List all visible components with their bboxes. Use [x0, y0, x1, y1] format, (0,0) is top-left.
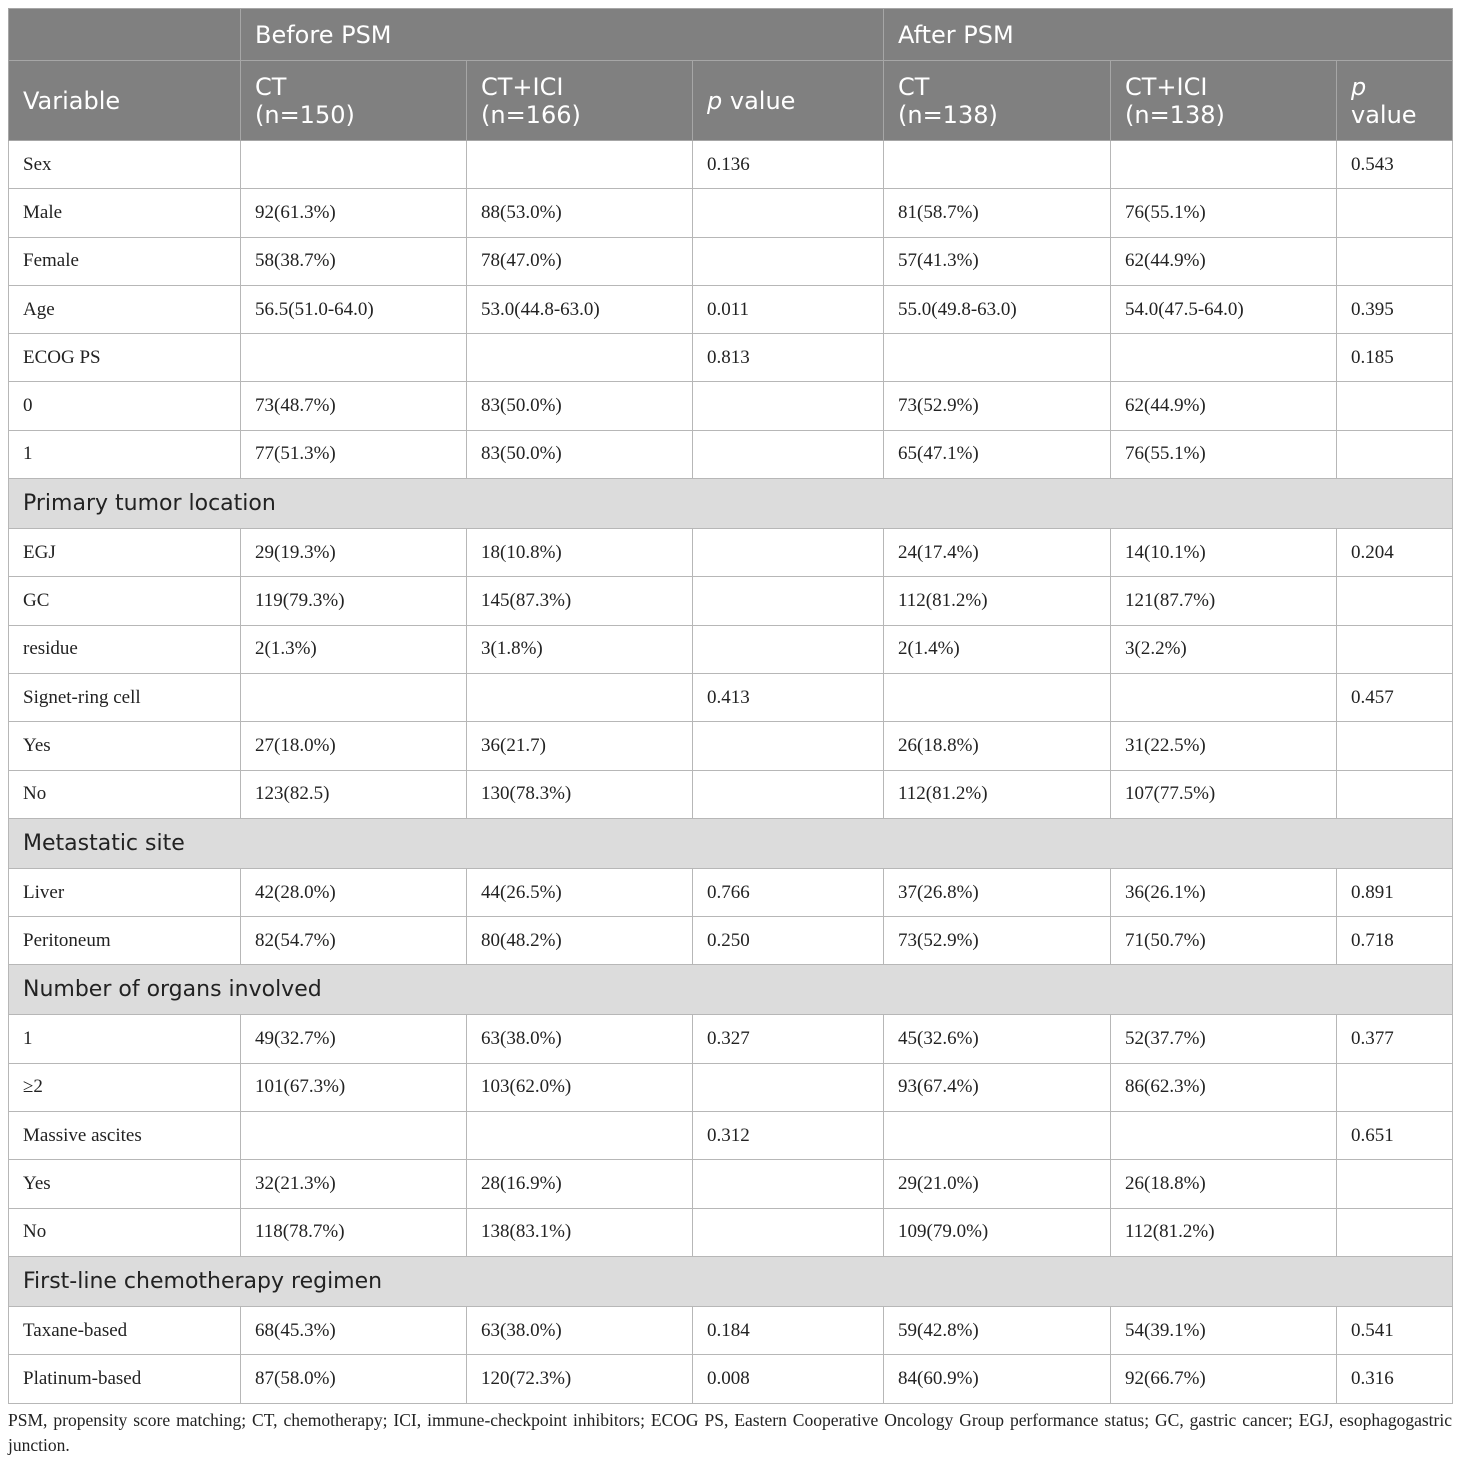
- variable-cell: Massive ascites: [9, 1112, 241, 1160]
- value-cell: [693, 625, 884, 673]
- value-cell: 44(26.5%): [467, 868, 693, 916]
- variable-cell: 1: [9, 1015, 241, 1063]
- table-row: [9, 770, 1453, 818]
- variable-cell: 0: [9, 382, 241, 430]
- value-cell: 0.766: [693, 868, 884, 916]
- value-cell: 77(51.3%): [241, 430, 467, 478]
- after-psm-header: After PSM: [884, 9, 1453, 61]
- value-cell: 92(61.3%): [241, 189, 467, 237]
- header-line: CT+ICI: [481, 72, 564, 101]
- table-row: [9, 285, 1453, 333]
- header-empty-cell: [9, 9, 241, 61]
- value-cell: 92(66.7%): [1111, 1355, 1337, 1403]
- value-cell: 73(52.9%): [884, 382, 1111, 430]
- value-cell: 112(81.2%): [884, 577, 1111, 625]
- value-cell: 83(50.0%): [467, 430, 693, 478]
- value-cell: 68(45.3%): [241, 1306, 467, 1354]
- value-cell: 29(21.0%): [884, 1160, 1111, 1208]
- variable-cell: Peritoneum: [9, 917, 241, 965]
- value-cell: 0.813: [693, 334, 884, 382]
- table-row: [9, 382, 1453, 430]
- value-cell: 36(21.7): [467, 722, 693, 770]
- value-cell: 0.184: [693, 1306, 884, 1354]
- value-cell: 88(53.0%): [467, 189, 693, 237]
- value-cell: [467, 673, 693, 721]
- variable-cell: Sex: [9, 141, 241, 189]
- table-row: [9, 529, 1453, 577]
- value-cell: 112(81.2%): [884, 770, 1111, 818]
- table-row: [9, 189, 1453, 237]
- table-row: [9, 577, 1453, 625]
- value-cell: 28(16.9%): [467, 1160, 693, 1208]
- value-cell: [693, 1208, 884, 1256]
- value-cell: 27(18.0%): [241, 722, 467, 770]
- value-cell: 0.327: [693, 1015, 884, 1063]
- p-italic: p: [1351, 72, 1367, 101]
- variable-cell: residue: [9, 625, 241, 673]
- value-cell: 55.0(49.8-63.0): [884, 285, 1111, 333]
- value-cell: [1337, 237, 1453, 285]
- value-cell: 63(38.0%): [467, 1306, 693, 1354]
- value-cell: 31(22.5%): [1111, 722, 1337, 770]
- variable-cell: Taxane-based: [9, 1306, 241, 1354]
- value-cell: [241, 673, 467, 721]
- value-cell: 2(1.3%): [241, 625, 467, 673]
- after-ct-header: [884, 61, 1111, 141]
- table-body: [9, 141, 1453, 1404]
- value-cell: 103(62.0%): [467, 1063, 693, 1111]
- header-line: CT: [255, 72, 287, 101]
- table-header: [9, 9, 1453, 141]
- value-cell: 0.204: [1337, 529, 1453, 577]
- value-cell: 29(19.3%): [241, 529, 467, 577]
- section-label: Metastatic site: [9, 818, 1453, 868]
- value-cell: 81(58.7%): [884, 189, 1111, 237]
- table-footnote: PSM, propensity score matching; CT, chemotherapy; ICI, immune-checkpoint inhibitors; ECOG PS, Eastern Cooperative Oncology Group performance status; GC, gastric cancer; EGJ, esophagogastric junction.: [8, 1410, 1452, 1455]
- after-ct-ici-header: [1111, 61, 1337, 141]
- value-cell: 0.457: [1337, 673, 1453, 721]
- value-cell: 63(38.0%): [467, 1015, 693, 1063]
- variable-cell: Yes: [9, 1160, 241, 1208]
- value-cell: 32(21.3%): [241, 1160, 467, 1208]
- value-cell: [1337, 1208, 1453, 1256]
- variable-cell: Female: [9, 237, 241, 285]
- value-cell: [884, 334, 1111, 382]
- value-cell: [1337, 382, 1453, 430]
- value-cell: [1337, 1063, 1453, 1111]
- value-cell: 82(54.7%): [241, 917, 467, 965]
- value-cell: [1111, 1112, 1337, 1160]
- table-row: [9, 237, 1453, 285]
- variable-cell: Age: [9, 285, 241, 333]
- table-row: [9, 1160, 1453, 1208]
- p-italic: p: [707, 86, 723, 115]
- table-row: [9, 917, 1453, 965]
- value-cell: 53.0(44.8-63.0): [467, 285, 693, 333]
- value-cell: [1111, 141, 1337, 189]
- value-cell: 57(41.3%): [884, 237, 1111, 285]
- value-cell: 56.5(51.0-64.0): [241, 285, 467, 333]
- value-cell: [693, 237, 884, 285]
- value-cell: [1337, 1160, 1453, 1208]
- table-row: [9, 430, 1453, 478]
- table-row: [9, 673, 1453, 721]
- value-cell: [693, 529, 884, 577]
- variable-header: Variable: [9, 61, 241, 141]
- value-cell: 109(79.0%): [884, 1208, 1111, 1256]
- value-cell: [693, 430, 884, 478]
- section-label: Number of organs involved: [9, 965, 1453, 1015]
- section-label: First-line chemotherapy regimen: [9, 1256, 1453, 1306]
- value-cell: 52(37.7%): [1111, 1015, 1337, 1063]
- section-header-row: [9, 479, 1453, 529]
- table-row: [9, 1355, 1453, 1403]
- value-cell: [241, 334, 467, 382]
- value-cell: [1337, 625, 1453, 673]
- table-row: [9, 334, 1453, 382]
- value-cell: 59(42.8%): [884, 1306, 1111, 1354]
- table-row: [9, 1306, 1453, 1354]
- before-psm-header: Before PSM: [241, 9, 884, 61]
- table-container: [8, 8, 1452, 1404]
- value-cell: 83(50.0%): [467, 382, 693, 430]
- value-cell: 3(1.8%): [467, 625, 693, 673]
- value-cell: [467, 1112, 693, 1160]
- value-cell: 0.651: [1337, 1112, 1453, 1160]
- value-cell: 37(26.8%): [884, 868, 1111, 916]
- value-cell: 0.891: [1337, 868, 1453, 916]
- value-cell: 54.0(47.5-64.0): [1111, 285, 1337, 333]
- p-value-word: value: [1351, 100, 1417, 129]
- value-cell: 0.395: [1337, 285, 1453, 333]
- value-cell: 54(39.1%): [1111, 1306, 1337, 1354]
- value-cell: 120(72.3%): [467, 1355, 693, 1403]
- p-value-word: value: [729, 86, 796, 115]
- section-label: Primary tumor location: [9, 479, 1453, 529]
- variable-cell: ≥2: [9, 1063, 241, 1111]
- value-cell: 49(32.7%): [241, 1015, 467, 1063]
- column-header-row: [9, 61, 1453, 141]
- value-cell: 0.718: [1337, 917, 1453, 965]
- table-row: [9, 1112, 1453, 1160]
- baseline-characteristics-table: [8, 8, 1453, 1404]
- value-cell: 0.316: [1337, 1355, 1453, 1403]
- after-p-value-header: [1337, 61, 1453, 141]
- value-cell: 26(18.8%): [884, 722, 1111, 770]
- group-header-row: [9, 9, 1453, 61]
- table-row: [9, 1208, 1453, 1256]
- value-cell: 0.185: [1337, 334, 1453, 382]
- value-cell: [241, 1112, 467, 1160]
- header-line: (n=150): [255, 100, 355, 129]
- value-cell: [884, 141, 1111, 189]
- value-cell: 18(10.8%): [467, 529, 693, 577]
- value-cell: [1111, 334, 1337, 382]
- value-cell: 130(78.3%): [467, 770, 693, 818]
- value-cell: 58(38.7%): [241, 237, 467, 285]
- value-cell: [693, 577, 884, 625]
- value-cell: 0.008: [693, 1355, 884, 1403]
- value-cell: 119(79.3%): [241, 577, 467, 625]
- value-cell: [693, 722, 884, 770]
- before-ct-ici-header: [467, 61, 693, 141]
- before-p-value-header: [693, 61, 884, 141]
- value-cell: 80(48.2%): [467, 917, 693, 965]
- value-cell: 87(58.0%): [241, 1355, 467, 1403]
- value-cell: 107(77.5%): [1111, 770, 1337, 818]
- header-line: CT: [898, 72, 930, 101]
- value-cell: [1337, 577, 1453, 625]
- value-cell: 0.250: [693, 917, 884, 965]
- value-cell: 73(52.9%): [884, 917, 1111, 965]
- value-cell: 24(17.4%): [884, 529, 1111, 577]
- value-cell: 42(28.0%): [241, 868, 467, 916]
- value-cell: 62(44.9%): [1111, 237, 1337, 285]
- table-row: [9, 625, 1453, 673]
- value-cell: [1337, 430, 1453, 478]
- table-row: [9, 868, 1453, 916]
- value-cell: [884, 1112, 1111, 1160]
- value-cell: [693, 382, 884, 430]
- value-cell: [467, 334, 693, 382]
- value-cell: [1337, 722, 1453, 770]
- value-cell: 0.543: [1337, 141, 1453, 189]
- variable-cell: No: [9, 770, 241, 818]
- header-line: (n=166): [481, 100, 581, 129]
- value-cell: [467, 141, 693, 189]
- value-cell: 121(87.7%): [1111, 577, 1337, 625]
- value-cell: 93(67.4%): [884, 1063, 1111, 1111]
- value-cell: 118(78.7%): [241, 1208, 467, 1256]
- value-cell: 101(67.3%): [241, 1063, 467, 1111]
- value-cell: 36(26.1%): [1111, 868, 1337, 916]
- value-cell: [1111, 673, 1337, 721]
- before-ct-header: [241, 61, 467, 141]
- table-row: [9, 1063, 1453, 1111]
- variable-cell: Yes: [9, 722, 241, 770]
- value-cell: 73(48.7%): [241, 382, 467, 430]
- value-cell: [693, 770, 884, 818]
- value-cell: 45(32.6%): [884, 1015, 1111, 1063]
- value-cell: [1337, 189, 1453, 237]
- section-header-row: [9, 818, 1453, 868]
- value-cell: 138(83.1%): [467, 1208, 693, 1256]
- value-cell: 2(1.4%): [884, 625, 1111, 673]
- value-cell: 65(47.1%): [884, 430, 1111, 478]
- value-cell: 3(2.2%): [1111, 625, 1337, 673]
- value-cell: [1337, 770, 1453, 818]
- header-line: (n=138): [898, 100, 998, 129]
- value-cell: 14(10.1%): [1111, 529, 1337, 577]
- value-cell: [241, 141, 467, 189]
- variable-cell: EGJ: [9, 529, 241, 577]
- value-cell: 78(47.0%): [467, 237, 693, 285]
- variable-cell: Platinum-based: [9, 1355, 241, 1403]
- variable-cell: GC: [9, 577, 241, 625]
- value-cell: 86(62.3%): [1111, 1063, 1337, 1111]
- value-cell: [693, 1063, 884, 1111]
- table-row: [9, 1015, 1453, 1063]
- value-cell: 112(81.2%): [1111, 1208, 1337, 1256]
- value-cell: 0.413: [693, 673, 884, 721]
- header-line: (n=138): [1125, 100, 1225, 129]
- variable-cell: Liver: [9, 868, 241, 916]
- variable-cell: Male: [9, 189, 241, 237]
- value-cell: 0.541: [1337, 1306, 1453, 1354]
- variable-cell: 1: [9, 430, 241, 478]
- table-row: [9, 722, 1453, 770]
- value-cell: 71(50.7%): [1111, 917, 1337, 965]
- value-cell: 76(55.1%): [1111, 430, 1337, 478]
- value-cell: 0.011: [693, 285, 884, 333]
- section-header-row: [9, 1256, 1453, 1306]
- section-header-row: [9, 965, 1453, 1015]
- value-cell: 0.136: [693, 141, 884, 189]
- header-line: CT+ICI: [1125, 72, 1208, 101]
- value-cell: 123(82.5): [241, 770, 467, 818]
- value-cell: [693, 189, 884, 237]
- value-cell: 0.377: [1337, 1015, 1453, 1063]
- table-row: [9, 141, 1453, 189]
- variable-cell: No: [9, 1208, 241, 1256]
- value-cell: 84(60.9%): [884, 1355, 1111, 1403]
- value-cell: 0.312: [693, 1112, 884, 1160]
- variable-cell: ECOG PS: [9, 334, 241, 382]
- variable-cell: Signet-ring cell: [9, 673, 241, 721]
- value-cell: 145(87.3%): [467, 577, 693, 625]
- value-cell: [884, 673, 1111, 721]
- value-cell: 62(44.9%): [1111, 382, 1337, 430]
- value-cell: 76(55.1%): [1111, 189, 1337, 237]
- value-cell: [693, 1160, 884, 1208]
- value-cell: 26(18.8%): [1111, 1160, 1337, 1208]
